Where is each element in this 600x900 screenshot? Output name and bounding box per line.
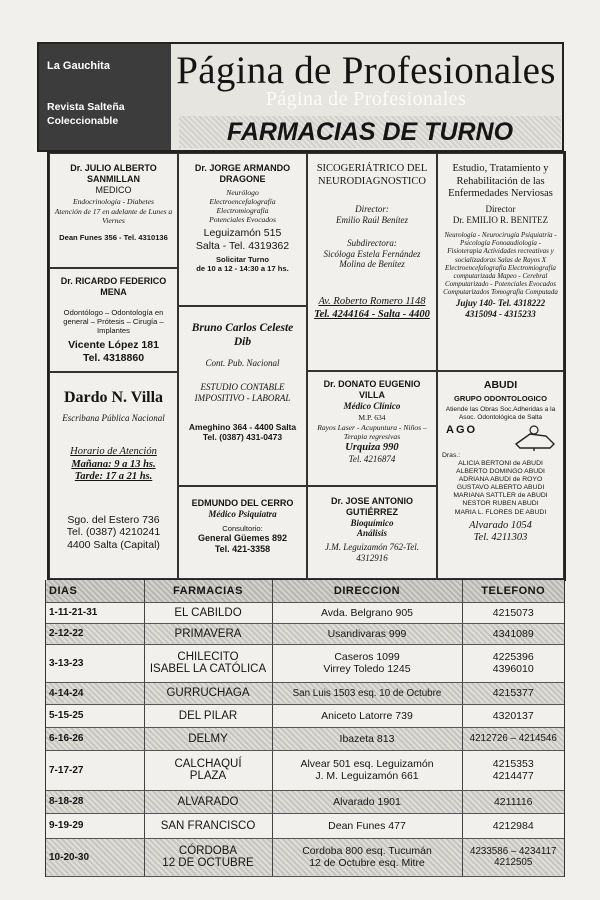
ad-role: Escribana Pública Nacional bbox=[62, 413, 165, 424]
ad-estudio-benitez bbox=[437, 153, 564, 371]
table-row bbox=[46, 623, 564, 644]
cell-telefono: 4215073 bbox=[462, 602, 564, 623]
cell-telefono: 4320137 bbox=[462, 704, 564, 727]
ad-subdirector: Sicóloga Estela Fernández Molina de Benítez bbox=[323, 248, 421, 270]
ad-specialty: Odontólogo – Odontología en general – Prótesis – Cirugía –Implantes bbox=[63, 307, 164, 335]
cell-direccion: San Luis 1503 esq. 10 de Octubre bbox=[272, 682, 462, 704]
ad-name: Dr. JULIO ALBERTO SANMILLAN bbox=[70, 163, 157, 184]
cell-farmacia: ALVARADO bbox=[144, 790, 272, 813]
ad-specialty: Endocrinología - Diabetes bbox=[73, 197, 154, 207]
ad-address: Av. Roberto Romero 1148 bbox=[318, 296, 426, 308]
cell-direccion: Dean Funes 477 bbox=[272, 813, 462, 838]
table-row bbox=[46, 682, 564, 704]
ad-role: Médico Clínico bbox=[343, 400, 401, 411]
cell-direccion: Aniceto Latorre 739 bbox=[272, 704, 462, 727]
cell-telefono: 4233586 – 4234117 4212505 bbox=[462, 838, 564, 876]
cell-dias: 6-16-26 bbox=[46, 727, 144, 750]
ad-name: Dardo N. Villa bbox=[63, 389, 164, 406]
ad-abudi bbox=[437, 371, 564, 579]
cell-telefono: 4211116 bbox=[462, 790, 564, 813]
ad-address: Vicente López 181 bbox=[68, 338, 159, 351]
ad-director: Dr. EMILIO R. BENITEZ bbox=[452, 214, 549, 225]
dentist-list bbox=[442, 460, 559, 517]
cell-farmacia: GURRUCHAGA bbox=[144, 682, 272, 704]
ad-address: Sgo. del Estero 736 bbox=[67, 513, 160, 526]
ad-specialty: Electroencefalografía bbox=[209, 196, 276, 206]
ad-name: Dr. JOSE ANTONIO GUTIÉRREZ bbox=[330, 496, 414, 517]
ad-role: Bioquímico bbox=[350, 517, 394, 528]
cell-telefono: 4341089 bbox=[462, 623, 564, 644]
ad-name: Dr. JORGE ARMANDO DRAGONE bbox=[194, 163, 291, 184]
ago-logo-text: AGO bbox=[446, 423, 478, 436]
ad-phone: Tel. (0387) 431-0473 bbox=[202, 432, 283, 443]
dentist-name: MARIA L. FLORES DE ABUDI bbox=[454, 508, 547, 516]
column-header-telefono: TELEFONO bbox=[462, 580, 564, 602]
ad-specialty: Potenciales Evocados bbox=[209, 214, 276, 224]
column-header-farmacias: FARMACIAS bbox=[144, 580, 272, 602]
ad-name: ABUDI bbox=[483, 379, 518, 391]
dentist-name: GUSTAVO ALBERTO ABUDI bbox=[456, 484, 545, 492]
table-header-row bbox=[46, 580, 564, 602]
ad-hours-afternoon: Tarde: 17 a 21 hs. bbox=[74, 471, 153, 483]
ad-role: Cont. Pub. Nacional bbox=[205, 357, 280, 368]
cell-telefono: 4225396 4396010 bbox=[462, 644, 564, 682]
ad-address: Leguizamón 515 bbox=[203, 227, 282, 240]
ad-hours: de 10 a 12 - 14:30 a 17 hs. bbox=[196, 264, 289, 274]
dentist-name: ADRIANA ABUDI de ROYO bbox=[458, 475, 543, 483]
table-row bbox=[46, 704, 564, 727]
cell-direccion: Alvarado 1901 bbox=[272, 790, 462, 813]
ad-appointment: Solicitar Turno bbox=[215, 255, 270, 265]
ad-name: SICOGERIÁTRICO DEL NEURODIAGNOSTICO bbox=[316, 163, 428, 187]
cell-direccion: Alvear 501 esq. Leguizamón J. M. Leguizamón 661 bbox=[272, 750, 462, 790]
cell-telefono: 4212726 – 4214546 bbox=[462, 727, 564, 750]
cell-direccion: Usandivaras 999 bbox=[272, 623, 462, 644]
cell-telefono: 4215377 bbox=[462, 682, 564, 704]
table-row bbox=[46, 838, 564, 876]
ad-phone: Tel. (0387) 4210241 bbox=[66, 526, 161, 539]
ad-label: Subdirectora: bbox=[347, 237, 397, 248]
page-title: Página de Profesionales bbox=[176, 49, 556, 92]
dentist-name: ALICIA BERTONI de ABUDI bbox=[458, 459, 543, 467]
ad-label: Consultorio: bbox=[222, 523, 263, 533]
ad-hours-title: Horario de Atención bbox=[70, 445, 157, 457]
ago-logo bbox=[442, 422, 559, 452]
ad-name: Estudio, Tratamiento y Rehabilitación de las Enfermedades Nerviosas bbox=[448, 163, 553, 200]
dentist-name: NESTOR RUBEN ABUDI bbox=[462, 500, 539, 508]
ad-address: Ameghino 364 - 4400 Salta bbox=[188, 421, 297, 432]
ad-phone: Tel. 4318860 bbox=[82, 351, 145, 364]
ad-sanmillan bbox=[49, 153, 178, 268]
column-header-direccion: DIRECCION bbox=[272, 580, 462, 602]
ad-address: Urquiza 990 bbox=[345, 441, 399, 453]
cell-dias: 1-11-21-31 bbox=[46, 602, 144, 623]
magazine-tagline: Revista Salteña Coleccionable bbox=[47, 101, 125, 127]
ad-phone: Tel. 4216874 bbox=[348, 454, 396, 465]
ad-hours: Atención de 17 en adelante de Lunes a Viernes bbox=[54, 206, 173, 225]
cell-telefono: 4215353 4214477 bbox=[462, 750, 564, 790]
cell-farmacia: SAN FRANCISCO bbox=[144, 813, 272, 838]
cell-dias: 3-13-23 bbox=[46, 644, 144, 682]
ad-phone: Tel. 4211303 bbox=[473, 532, 528, 544]
ad-city: 4400 Salta (Capital) bbox=[67, 538, 160, 551]
dentist-name: MARIANA SATTLER de ABUDI bbox=[453, 492, 548, 500]
ad-phone: 4315094 - 4315233 bbox=[465, 308, 536, 319]
cell-farmacia: EL CABILDO bbox=[144, 602, 272, 623]
table-row bbox=[46, 727, 564, 750]
cell-farmacia: DEL PILAR bbox=[144, 704, 272, 727]
cell-farmacia: CHILECITO ISABEL LA CATÓLICA bbox=[144, 644, 272, 682]
ad-address: Jujuy 140- Tel. 4318222 bbox=[455, 297, 546, 308]
ad-name: Dr. RICARDO FEDERICO MENA bbox=[60, 276, 167, 297]
ad-firm: ESTUDIO CONTABLE IMPOSITIVO - LABORAL bbox=[194, 382, 291, 404]
ad-services: Neurología - Neurocirugía Psiquiatría - Psicología Fonoaudiología - Fisioterapia Actividades recreativas y socializadoras Salas de Rayos X Electroencefalografía Electromiografía computarizada Mapeo - Cerebral Computarizado - Potenciales Evocados Computarizados Tomografía Computada bbox=[443, 231, 558, 296]
ad-specialty: Neurólogo bbox=[226, 187, 259, 197]
ad-del-cerro bbox=[178, 486, 307, 579]
ad-sicogeriatrico bbox=[307, 153, 437, 371]
ad-hours-morning: Mañana: 9 a 13 hs. bbox=[71, 458, 156, 470]
ad-phone: Tel. 421-3358 bbox=[214, 543, 271, 554]
cell-telefono: 4212984 bbox=[462, 813, 564, 838]
cell-dias: 8-18-28 bbox=[46, 790, 144, 813]
ad-dib bbox=[178, 306, 307, 486]
column-header-dias: DIAS bbox=[46, 580, 144, 602]
ad-name: EDMUNDO DEL CERRO bbox=[191, 498, 294, 508]
table-row bbox=[46, 602, 564, 623]
cell-dias: 2-12-22 bbox=[46, 623, 144, 644]
ad-address: J.M. Leguizamón 762-Tel. 4312916 bbox=[325, 542, 419, 563]
ad-role: MEDICO bbox=[95, 184, 132, 195]
ad-services: Rayos Laser - Acupuntura - Niños – Terapia regresivas bbox=[317, 422, 427, 441]
dental-chair-icon bbox=[510, 422, 558, 452]
cell-dias: 10-20-30 bbox=[46, 838, 144, 876]
ad-label: Dras.: bbox=[442, 451, 461, 459]
table-row bbox=[46, 790, 564, 813]
pharmacy-schedule-table bbox=[45, 580, 565, 877]
magazine-name: La Gauchita bbox=[47, 60, 110, 72]
cell-farmacia: PRIMAVERA bbox=[144, 623, 272, 644]
ad-dragone bbox=[178, 153, 307, 306]
ad-address: Alvarado 1054 bbox=[469, 519, 532, 531]
cell-farmacia: CALCHAQUÍ PLAZA bbox=[144, 750, 272, 790]
ad-mena bbox=[49, 268, 178, 372]
ad-villa-dardo bbox=[49, 372, 178, 579]
ad-villa-donato bbox=[307, 371, 437, 486]
ad-address: General Güemes 892 bbox=[197, 532, 288, 543]
ad-phone: Tel. 4244164 - Salta - 4400 bbox=[314, 308, 430, 320]
ad-label: Director bbox=[485, 203, 516, 214]
cell-dias: 7-17-27 bbox=[46, 750, 144, 790]
dentist-name: ALBERTO DOMINGO ABUDI bbox=[456, 467, 545, 475]
ad-group: GRUPO ODONTOLOGICO bbox=[453, 393, 548, 403]
title-echo: Página de Profesionales bbox=[265, 88, 467, 110]
cell-direccion: Caseros 1099 Virrey Toledo 1245 bbox=[272, 644, 462, 682]
ad-role: Análisis bbox=[356, 528, 387, 539]
cell-dias: 5-15-25 bbox=[46, 704, 144, 727]
page-subtitle: FARMACIAS DE TURNO bbox=[179, 116, 561, 148]
table-row bbox=[46, 813, 564, 838]
ad-gutierrez bbox=[307, 486, 437, 579]
ad-note: Atiende las Obras Soc.Adheridas a la Asoc. Odontológica de Salta bbox=[445, 405, 556, 421]
magazine-badge bbox=[39, 44, 171, 150]
cell-farmacia: DELMY bbox=[144, 727, 272, 750]
page-header bbox=[37, 42, 564, 152]
ad-role: Médico Psiquiatra bbox=[208, 508, 277, 519]
ad-phone: Salta - Tel. 4319362 bbox=[195, 239, 290, 252]
professional-directory bbox=[47, 151, 566, 581]
table-row bbox=[46, 750, 564, 790]
ad-director: Emilio Raúl Benítez bbox=[336, 214, 408, 225]
ad-name: Bruno Carlos Celeste Dib bbox=[191, 322, 294, 348]
cell-direccion: Ibazeta 813 bbox=[272, 727, 462, 750]
ad-specialty: Electromiografía bbox=[216, 205, 269, 215]
ad-address: Dean Funes 356 - Tel. 4310136 bbox=[59, 232, 168, 242]
cell-dias: 4-14-24 bbox=[46, 682, 144, 704]
ad-name: Dr. DONATO EUGENIO VILLA bbox=[323, 379, 421, 400]
ad-license: M.P. 634 bbox=[358, 413, 386, 423]
cell-farmacia: CÓRDOBA 12 DE OCTUBRE bbox=[144, 838, 272, 876]
cell-dias: 9-19-29 bbox=[46, 813, 144, 838]
table-row bbox=[46, 644, 564, 682]
ad-label: Director: bbox=[355, 204, 389, 215]
cell-direccion: Avda. Belgrano 905 bbox=[272, 602, 462, 623]
cell-direccion: Cordoba 800 esq. Tucumán 12 de Octubre esq. Mitre bbox=[272, 838, 462, 876]
